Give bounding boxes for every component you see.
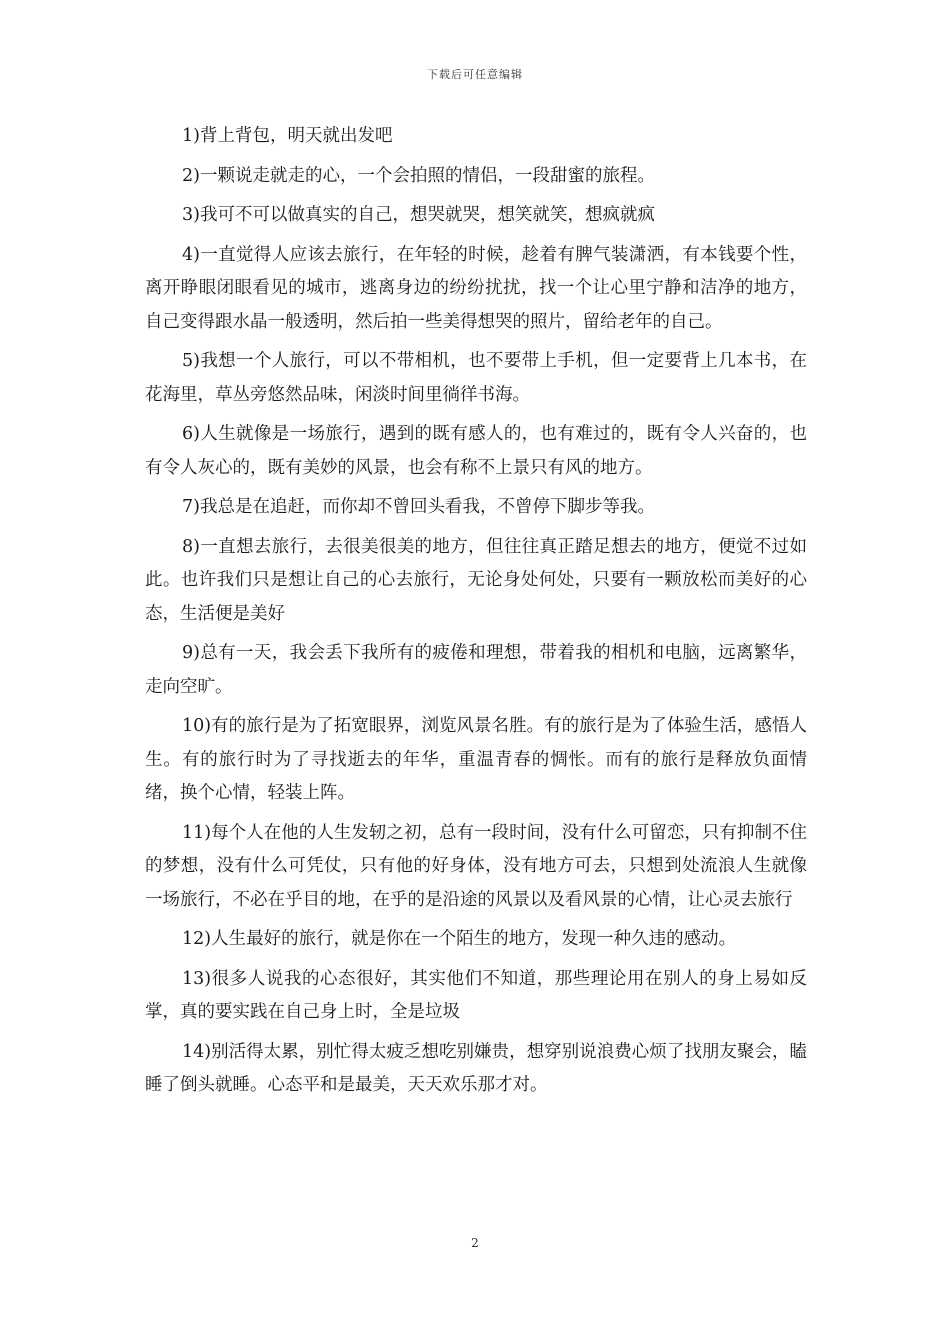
page-number: 2: [471, 1236, 479, 1250]
document-body: [145, 120, 807, 1109]
paragraph-3: 3)我可不可以做真实的自己，想哭就哭，想笑就笑，想疯就疯: [182, 205, 655, 225]
paragraph-14: 14)别活得太累，别忙得太疲乏想吃别嫌贵，想穿别说浪费心烦了找朋友聚会，瞌睡了倒头就睡。心态平和是最美，天天欢乐那才对。: [145, 1041, 807, 1095]
paragraph-7: 7)我总是在追赶，而你却不曾回头看我，不曾停下脚步等我。: [182, 497, 655, 517]
paragraph-6: 6)人生就像是一场旅行，遇到的既有感人的，也有难过的，既有令人兴奋的，也有令人灰心的，既有美妙的风景，也会有称不上景只有风的地方。: [145, 424, 807, 478]
page-header: 下载后可任意编辑: [427, 68, 523, 81]
paragraph-9: 9)总有一天，我会丢下我所有的疲倦和理想，带着我的相机和电脑，远离繁华，走向空旷。: [145, 643, 807, 697]
paragraph-12: 12)人生最好的旅行，就是你在一个陌生的地方，发现一种久违的感动。: [182, 929, 737, 949]
paragraph-2: 2)一颗说走就走的心，一个会拍照的情侣，一段甜蜜的旅程。: [182, 165, 655, 186]
paragraph-13: 13)很多人说我的心态很好，其实他们不知道，那些理论用在别人的身上易如反掌，真的要实践在自己身上时，全是垃圾: [145, 968, 807, 1022]
paragraph-4: 4)一直觉得人应该去旅行，在年轻的时候，趁着有脾气装潇洒，有本钱要个性，离开睁眼闭眼看见的城市，逃离身边的纷纷扰扰，找一个让心里宁静和洁净的地方，自己变得跟水晶一般透明，然后拍一些美得想哭的照片，留给老年的自己。: [145, 244, 807, 332]
paragraph-11: 11)每个人在他的人生发轫之初，总有一段时间，没有什么可留恋，只有抑制不住的梦想，没有什么可凭仗，只有他的好身体，没有地方可去，只想到处流浪人生就像一场旅行，不必在乎目的地，在乎的是沿途的风景以及看风景的心情，让心灵去旅行: [145, 822, 807, 910]
paragraph-1: 1)背上背包，明天就出发吧: [182, 126, 393, 146]
paragraph-8: 8)一直想去旅行，去很美很美的地方，但往往真正踏足想去的地方，便觉不过如此。也许我们只是想让自己的心去旅行，无论身处何处，只要有一颗放松而美好的心态，生活便是美好: [145, 536, 807, 624]
paragraph-10: 10)有的旅行是为了拓宽眼界，浏览风景名胜。有的旅行是为了体验生活，感悟人生。有的旅行时为了寻找逝去的年华，重温青春的惆怅。而有的旅行是释放负面情绪，换个心情，轻装上阵。: [145, 716, 807, 803]
paragraph-5: 5)我想一个人旅行，可以不带相机，也不要带上手机，但一定要背上几本书，在花海里，草丛旁悠然品味，闲淡时间里徜徉书海。: [145, 351, 807, 405]
